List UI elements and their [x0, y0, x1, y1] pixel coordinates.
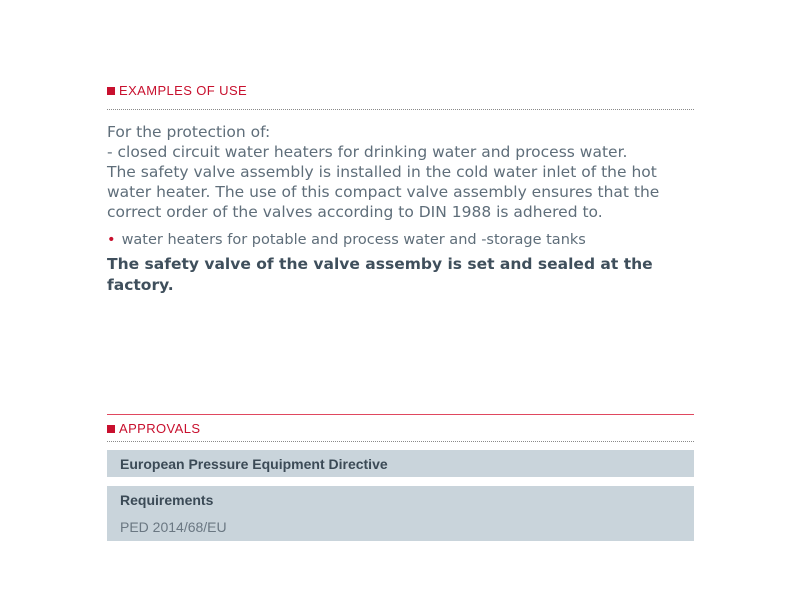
- description-line: - closed circuit water heaters for drinking water and process water.: [107, 143, 628, 161]
- usage-bullet: [107, 232, 707, 248]
- directive-label: European Pressure Equipment Directive: [120, 456, 388, 472]
- section-marker-icon: [107, 425, 115, 433]
- approvals-top-rule: [107, 414, 694, 415]
- requirements-label: Requirements: [120, 492, 214, 508]
- usage-bullet-text: water heaters for potable and process water and -storage tanks: [121, 232, 586, 248]
- description-line: correct order of the valves according to DIN 1988 is adhered to.: [107, 203, 603, 221]
- examples-divider: [107, 109, 694, 110]
- requirements-value: PED 2014/68/EU: [120, 519, 227, 535]
- examples-description: [107, 122, 707, 222]
- section-marker-icon: [107, 87, 115, 95]
- approvals-heading: [107, 421, 200, 436]
- approvals-divider: [107, 441, 694, 442]
- examples-heading-text: EXAMPLES OF USE: [119, 83, 248, 98]
- factory-note: The safety valve of the valve assemby is set and sealed at the factory.: [107, 255, 653, 294]
- approvals-heading-text: APPROVALS: [119, 421, 201, 436]
- requirements-band: [107, 486, 694, 541]
- directive-band: [107, 450, 694, 477]
- examples-of-use-heading: [107, 83, 247, 98]
- description-line: water heater. The use of this compact valve assembly ensures that the: [107, 183, 660, 201]
- description-line: The safety valve assembly is installed in the cold water inlet of the hot: [107, 163, 657, 181]
- bullet-icon: •: [107, 232, 116, 248]
- description-line: For the protection of:: [107, 123, 271, 141]
